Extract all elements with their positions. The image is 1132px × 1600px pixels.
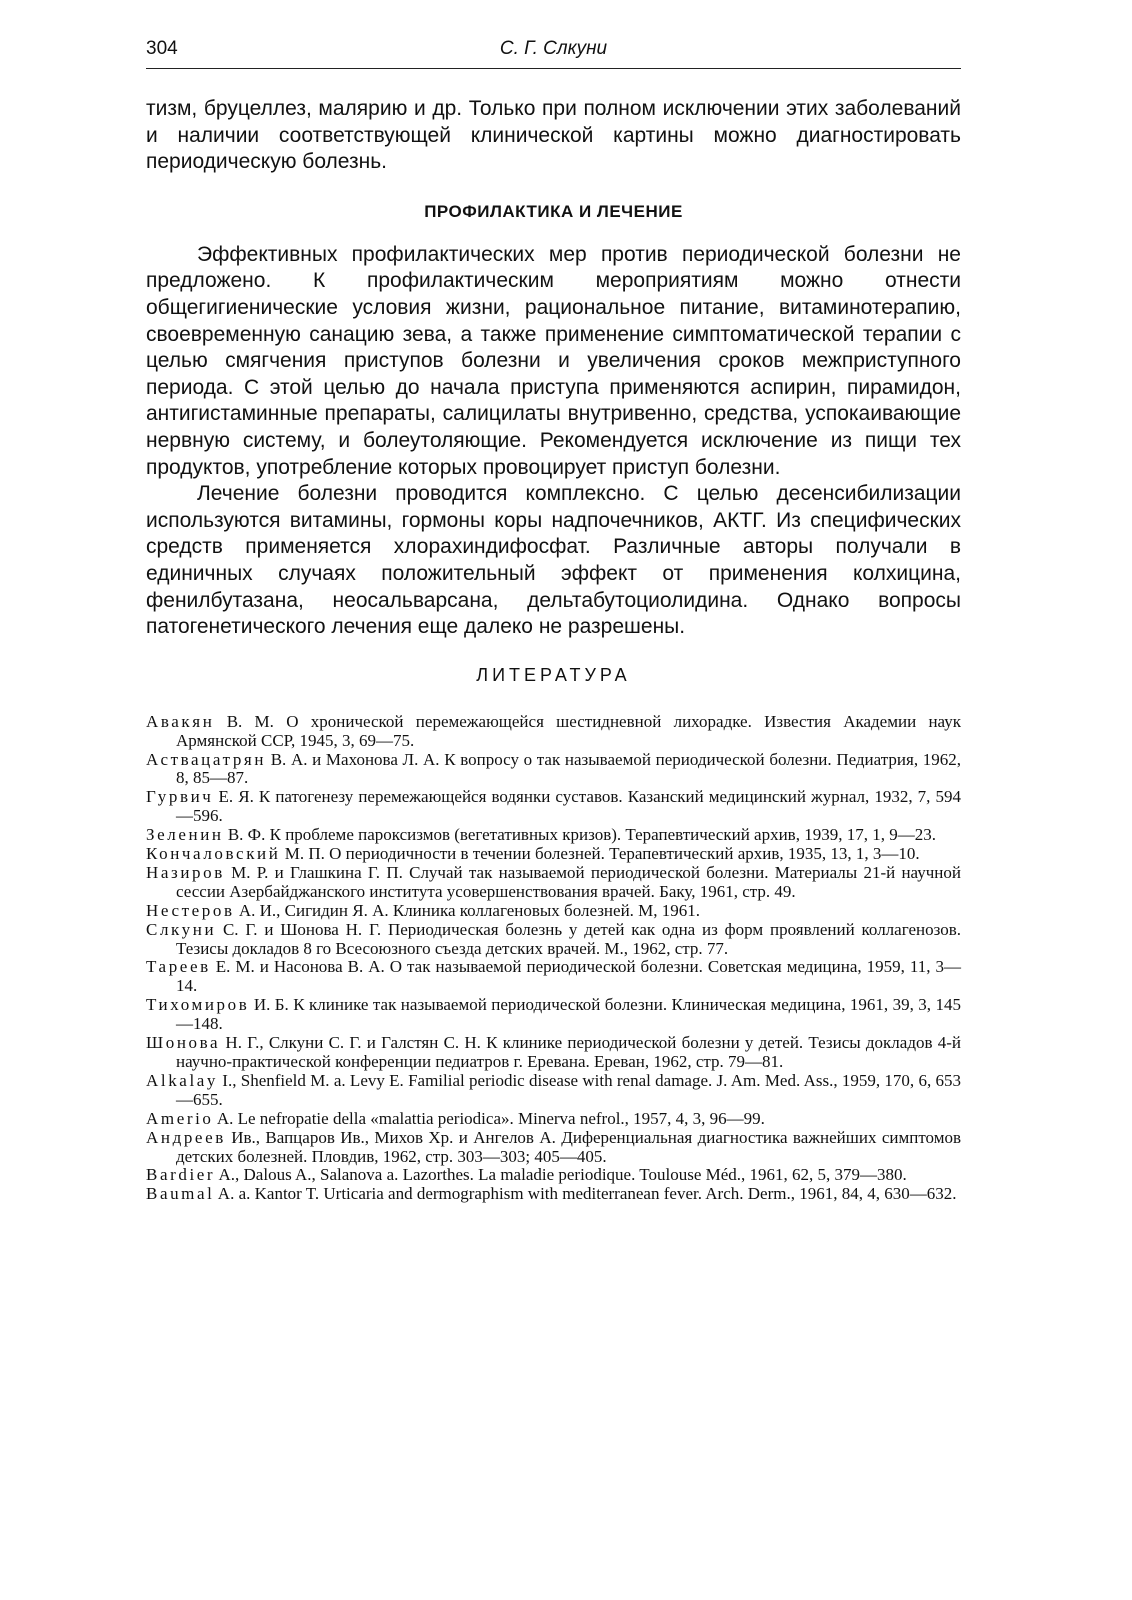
reference-author: Зеленин — [146, 825, 224, 845]
literature-heading: ЛИТЕРАТУРА — [476, 664, 631, 685]
reference-author: Baumal — [146, 1184, 215, 1204]
reference-author: Авакян — [146, 711, 215, 731]
reference-item — [146, 864, 961, 902]
reference-text: Е. Я. К патогенезу перемежающейся водянки суставов. Казанский медицинский журнал, 1932, 7, 594—596. — [176, 787, 961, 826]
reference-author: Bardier — [146, 1165, 216, 1185]
reference-text: М. Р. и Глашкина Г. П. Случай так называемой периодической болезни. Материалы 21-й научной сессии Азербайджанского института усовершенствования врачей. Баку, 1961, стр. 49. — [176, 862, 961, 901]
reference-item — [146, 788, 961, 826]
reference-text: A. Le nefropatie della «malattia periodica». Minerva nefrol., 1957, 4, 3, 96—99. — [213, 1108, 765, 1128]
reference-author: Гурвич — [146, 787, 214, 807]
reference-author: Тихомиров — [146, 995, 250, 1015]
reference-list — [146, 713, 961, 1205]
reference-text: Е. М. и Насонова В. А. О так называемой периодической болезни. Советская медицина, 1959, 11, 3—14. — [176, 957, 961, 996]
reference-author: Alkalay — [146, 1070, 219, 1090]
running-head — [146, 38, 961, 69]
reference-item — [146, 1072, 961, 1110]
reference-text: I., Shenfield M. a. Levy E. Familial periodic disease with renal damage. J. Am. Med. Ass., 1959, 170, 6, 653—655. — [176, 1070, 961, 1109]
page-number: 304 — [146, 38, 178, 59]
reference-author: Шонова — [146, 1033, 221, 1053]
reference-author: Кончаловский — [146, 844, 281, 864]
reference-author: Amerio — [146, 1108, 214, 1128]
reference-item — [146, 845, 961, 864]
section-heading: ПРОФИЛАКТИКА И ЛЕЧЕНИЕ — [424, 201, 683, 221]
reference-item — [146, 826, 961, 845]
reference-item — [146, 958, 961, 996]
reference-text: Ив., Вапцаров Ив., Михов Хр. и Ангелов А. Диференциальная диагностика важнейших симптомов детских болезней. Пловдив, 1962, стр. 303—303; 405—405. — [176, 1127, 961, 1166]
reference-item — [146, 751, 961, 789]
reference-text: В. Ф. К проблеме пароксизмов (вегетативных кризов). Терапевтический архив, 1939, 17, 1, 9—23. — [223, 825, 936, 845]
reference-text: И. Б. К клинике так называемой периодической болезни. Клиническая медицина, 1961, 39, 3, 145—148. — [176, 995, 961, 1034]
reference-author: Тареев — [146, 957, 211, 977]
body-text — [146, 96, 961, 1204]
reference-text: A. a. Kantor T. Urticaria and dermographism with mediterranean fever. Arch. Derm., 1961, 84, 4, 630—632. — [214, 1184, 957, 1204]
reference-author: Слкуни — [146, 919, 217, 939]
reference-author: Назиров — [146, 862, 225, 882]
reference-item — [146, 713, 961, 751]
running-head-title: С. Г. Слкуни — [499, 38, 608, 59]
intro-paragraph: тизм, бруцеллез, малярию и др. Только при полном исключении этих заболеваний и наличии соответствующей клинической картины можно диагностировать периодическую болезнь. — [146, 97, 961, 174]
reference-text: А. И., Сигидин Я. А. Клиника коллагеновых болезней. М, 1961. — [234, 900, 701, 920]
reference-text: В. А. и Махонова Л. А. К вопросу о так называемой периодической болезни. Педиатрия, 1962, 8, 85—87. — [176, 749, 961, 788]
reference-item — [146, 921, 961, 959]
reference-author: Нестеров — [146, 900, 235, 920]
reference-item — [146, 996, 961, 1034]
reference-item — [146, 1129, 961, 1167]
reference-text: В. М. О хронической перемежающейся шестидневной лихорадке. Известия Академии наук Армянской ССР, 1945, 3, 69—75. — [176, 711, 961, 750]
reference-text: М. П. О периодичности в течении болезней. Терапевтический архив, 1935, 13, 1, 3—10. — [280, 844, 920, 864]
reference-item — [146, 1166, 961, 1185]
reference-text: С. Г. и Шонова Н. Г. Периодическая болезнь у детей как одна из форм проявлений коллагенозов. Тезисы докладов 8 го Всесоюзного съезда детских врачей. М., 1962, стр. 77. — [176, 919, 961, 958]
reference-item — [146, 1185, 961, 1204]
prevention-paragraph: Эффективных профилактических мер против периодической болезни не предложено. К профилактическим мероприятиям можно отнести общегигиенические условия жизни, рациональное питание, витаминотерапию, своевременную санацию зева, а также применение симптоматической терапии с целью смягчения приступов болезни и увеличения сроков межприступного периода. С этой целью до начала приступа применяются аспирин, пирамидон, антигистаминные препараты, салицилаты внутривенно, средства, успокаивающие нервную систему, и болеутоляющие. Рекомендуется исключение из пищи тех продуктов, употребление которых провоцирует приступ болезни. — [146, 242, 961, 479]
reference-item — [146, 1110, 961, 1129]
reference-author: Андреев — [146, 1127, 226, 1147]
reference-text: Н. Г., Слкуни С. Г. и Галстян С. Н. К клинике периодической болезни у детей. Тезисы докладов 4-й научно-практической конференции педиатров г. Еревана. Ереван, 1962, стр. 79—81. — [176, 1033, 961, 1071]
reference-item — [146, 1034, 961, 1072]
treatment-paragraph: Лечение болезни проводится комплексно. С целью десенсибилизации используются витамины, гормоны коры надпочечников, АКТГ. Из специфических средств применяется хлорахиндифосфат. Различные авторы получали в единичных случаях положительный эффект от применения колхицина, фенилбутазана, неосальварсана, дельтабутоциолидина. Однако вопросы патогенетического лечения еще далеко не разрешены. — [146, 482, 961, 639]
reference-text: A., Dalous A., Salanova a. Lazorthes. La maladie periodique. Toulouse Méd., 1961, 62, 5, 379—380. — [215, 1165, 907, 1185]
reference-author: Аствацатрян — [146, 749, 267, 769]
reference-item — [146, 902, 961, 921]
